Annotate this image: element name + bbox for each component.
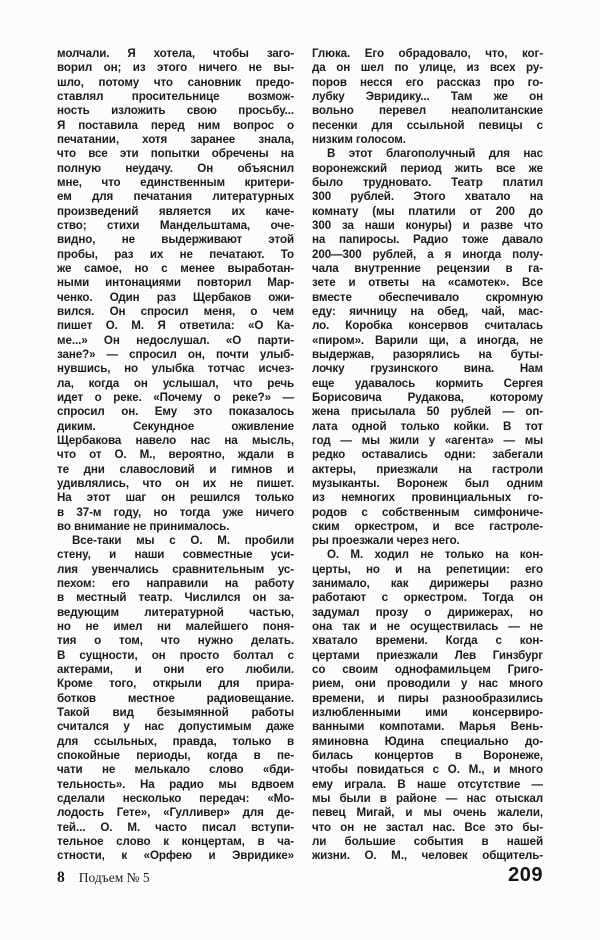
text-line: О. М. ходил не только на кон- bbox=[327, 548, 543, 562]
text-line: было трудновато. Театр платил bbox=[312, 175, 543, 189]
text-line: ла, когда он услышал, что речь bbox=[57, 376, 294, 390]
text-line: год — мы жили у «агента» — мы bbox=[312, 433, 543, 447]
text-line: ему играла. В наше отсутствие — bbox=[312, 777, 543, 791]
text-line: лочку грузинского вина. Нам bbox=[312, 362, 543, 376]
text-line: Глюка. Его обрадовало, что, ког- bbox=[312, 47, 543, 60]
text-line: тия о том, что нужно делать. bbox=[57, 634, 294, 648]
text-line: ство; стихи Мандельштама, оче- bbox=[57, 218, 294, 232]
journal-title: Подъем № 5 bbox=[78, 870, 150, 885]
text-line: На этот шаг он решился только bbox=[57, 491, 294, 505]
text-line: со своим однофамильцем Григо- bbox=[312, 663, 543, 677]
text-line: еще удавалось кормить Сергея bbox=[312, 376, 543, 390]
text-line: певец Мигай, и мы очень жалели, bbox=[312, 806, 543, 820]
text-line: чати не мелькало слово «бди- bbox=[57, 763, 294, 777]
issue-number: 8 bbox=[57, 869, 65, 886]
text-line: во внимание не принималось. bbox=[57, 519, 230, 533]
text-line: вольно перевел неаполитанские bbox=[312, 104, 543, 118]
text-line: комнату (мы платили от 200 до bbox=[312, 204, 543, 218]
text-line: «пиром». Варили щи, а иногда, не bbox=[312, 333, 543, 347]
text-line: редко оставались одни: забегали bbox=[312, 448, 543, 462]
text-line: печатании, хотя заранее знала, bbox=[57, 132, 294, 146]
text-line: церты, но и на репетиции: его bbox=[312, 562, 543, 576]
text-line: чала внутренние рецензии в га- bbox=[312, 261, 543, 275]
text-line: в местный театр. Числился он за- bbox=[57, 591, 294, 605]
text-line: родов с собственным симфониче- bbox=[312, 505, 543, 519]
text-line: ность изложить свою просьбу... bbox=[57, 104, 294, 118]
text-line: диким. Секундное оживление bbox=[57, 419, 294, 433]
text-line: актерами, и они его любили. bbox=[57, 663, 294, 677]
text-line: излюбленными ими консервиро- bbox=[312, 706, 543, 720]
text-line: лата одной только койки. В тот bbox=[312, 419, 543, 433]
text-line: молчали. Я хотела, чтобы заго- bbox=[57, 47, 294, 60]
text-line: что все эти попытки обречены на bbox=[57, 147, 294, 161]
text-area bbox=[57, 47, 543, 864]
text-line: 200—300 рублей, а я иногда полу- bbox=[312, 247, 543, 261]
text-line: билась концертов в Воронеже, bbox=[312, 749, 543, 763]
text-line: поров несся его рассказ про го- bbox=[312, 75, 543, 89]
text-line: песенки для ссыльной певицы с bbox=[312, 118, 543, 132]
text-line: лодость Гете», «Гулливер» для де- bbox=[57, 806, 294, 820]
text-line: времени, и пиры разнообразились bbox=[312, 691, 543, 705]
text-line: вился. Он спросил меня, о чем bbox=[57, 304, 294, 318]
text-line: спокойные периоды, когда в пе- bbox=[57, 749, 294, 763]
text-line: спросил он. Ему это показалось bbox=[57, 405, 294, 419]
text-line: на папиросы. Радио тоже давало bbox=[312, 233, 543, 247]
text-line: для ссыльных, правда, только в bbox=[57, 734, 294, 748]
text-line: произведений является их каче- bbox=[57, 204, 294, 218]
text-line: ем для печатания литературных bbox=[57, 190, 294, 204]
paragraph bbox=[57, 47, 294, 534]
text-line: нувшись, но улыбка тотчас исчез- bbox=[57, 362, 294, 376]
text-line: ведующим литературной частью, bbox=[57, 605, 294, 619]
text-line: же самое, но с менее выработан- bbox=[57, 261, 294, 275]
text-line: что от О. М., вероятно, ждали в bbox=[57, 448, 294, 462]
text-line: 300 за наши конуры) и разве что bbox=[312, 218, 543, 232]
text-line: ры проезжали через него. bbox=[312, 534, 460, 548]
text-line: лубку Эвридику... Там же он bbox=[312, 89, 543, 103]
text-line: еду: яичницу на обед, чай, мас- bbox=[312, 304, 543, 318]
text-line: из немногих провинциальных го- bbox=[312, 491, 543, 505]
text-line: чтобы повидаться с О. М., и много bbox=[312, 763, 543, 777]
text-line: ли большие события в нашей bbox=[312, 835, 543, 849]
text-line: ванными компотами. Марья Вень- bbox=[312, 720, 543, 734]
text-line: мне, что единственным критери- bbox=[57, 175, 294, 189]
text-line: В этот благополучный для нас bbox=[327, 147, 543, 161]
text-line: стену, и наши совместные уси- bbox=[57, 548, 294, 562]
text-line: зане?» — спросил он, почти улыб- bbox=[57, 347, 294, 361]
text-line: Я поставила перед ним вопрос о bbox=[57, 118, 294, 132]
text-line: яминовна Юдина специально до- bbox=[312, 734, 543, 748]
text-line: пишет О. М. Я ответила: «О Ка- bbox=[57, 319, 294, 333]
text-line: ло. Коробка консервов считалась bbox=[312, 319, 543, 333]
right-column bbox=[312, 47, 543, 864]
text-line: считался у нас допустимым даже bbox=[57, 720, 294, 734]
text-line: ставлял просительнице возмож- bbox=[57, 89, 294, 103]
text-line: тельность». На радио мы вдвоем bbox=[57, 777, 294, 791]
text-line: В сущности, он просто болтал с bbox=[57, 648, 294, 662]
text-line: но не имел ни малейшего поня- bbox=[57, 620, 294, 634]
text-line: видно, не выдерживают этой bbox=[57, 233, 294, 247]
footer bbox=[57, 869, 150, 887]
text-line: ским оркестром, и все гастроле- bbox=[312, 519, 543, 533]
paragraph bbox=[312, 47, 543, 147]
text-line: тельное слово к концертам, в ча- bbox=[57, 835, 294, 849]
text-line: сделали несколько передач: «Мо- bbox=[57, 792, 294, 806]
text-line: пехом: его направили на работу bbox=[57, 577, 294, 591]
text-line: жена присылала 50 рублей — оп- bbox=[312, 405, 543, 419]
text-line: ченко. Один раз Щербаков ожи- bbox=[57, 290, 294, 304]
text-line: ворил он; из этого ничего не вы- bbox=[57, 61, 294, 75]
text-line: да он шел по улице, из всех ру- bbox=[312, 61, 543, 75]
text-line: тей... О. М. часто писал вступи- bbox=[57, 820, 294, 834]
paragraph bbox=[57, 534, 294, 864]
text-line: работают с оркестром. Тогда он bbox=[312, 591, 543, 605]
text-line: вместе обеспечивало скромную bbox=[312, 290, 543, 304]
text-line: те дни славословий и гимнов и bbox=[57, 462, 294, 476]
text-line: задумал прозу о дирижерах, но bbox=[312, 605, 543, 619]
text-line: рием, они проводили у нас много bbox=[312, 677, 543, 691]
text-line: удивлялись, что он их не пишет. bbox=[57, 476, 294, 490]
text-line: в 37-м году, но тогда уже ничего bbox=[57, 505, 294, 519]
text-line: жизни. О. М., человек общитель- bbox=[312, 849, 543, 863]
text-line: полную неудачу. Он объяснил bbox=[57, 161, 294, 175]
text-line: лия увенчались сравнительным ус- bbox=[57, 562, 294, 576]
text-line: стности, к «Орфею и Эвридике» bbox=[57, 849, 294, 863]
text-line: хватало времени. Когда с кон- bbox=[312, 634, 543, 648]
text-line: Все-таки мы с О. М. пробили bbox=[72, 534, 294, 548]
text-line: ботков местное радиовещание. bbox=[57, 691, 294, 705]
text-line: 300 рублей. Этого хватало на bbox=[312, 190, 543, 204]
text-line: что он не застал нас. Все это бы- bbox=[312, 820, 543, 834]
text-line: воронежский период жить все же bbox=[312, 161, 543, 175]
text-line: зете и ответы на «самотек». Все bbox=[312, 276, 543, 290]
text-line: выдержав, разорялись на буты- bbox=[312, 347, 543, 361]
text-line: ме...» Он недослушал. «О парти- bbox=[57, 333, 294, 347]
text-line: Борисовича Рудакова, которому bbox=[312, 390, 543, 404]
text-line: ными интонациями повторил Мар- bbox=[57, 276, 294, 290]
text-line: низким голосом. bbox=[312, 132, 406, 146]
text-line: Кроме того, открыли для прира- bbox=[57, 677, 294, 691]
text-line: она так и не осуществилась — не bbox=[312, 620, 543, 634]
left-column bbox=[57, 47, 294, 864]
text-line: идет о реке. «Почему о реке?» — bbox=[57, 390, 294, 404]
text-line: цертами приезжали Лев Гинзбург bbox=[312, 648, 543, 662]
text-line: музыканты. Воронеж был одним bbox=[312, 476, 543, 490]
paragraph bbox=[312, 147, 543, 548]
text-line: актеры, приезжали на гастроли bbox=[312, 462, 543, 476]
text-line: пробы, раз их не печатают. То bbox=[57, 247, 294, 261]
text-line: мы были в районе — нас отыскал bbox=[312, 792, 543, 806]
page-number: 209 bbox=[508, 864, 543, 886]
paragraph bbox=[312, 548, 543, 863]
text-line: Такой вид безымянной работы bbox=[57, 706, 294, 720]
text-line: Щербакова навело нас на мысль, bbox=[57, 433, 294, 447]
text-line: шло, потому что сановник предо- bbox=[57, 75, 294, 89]
text-line: занимало, как дирижеры разно bbox=[312, 577, 543, 591]
